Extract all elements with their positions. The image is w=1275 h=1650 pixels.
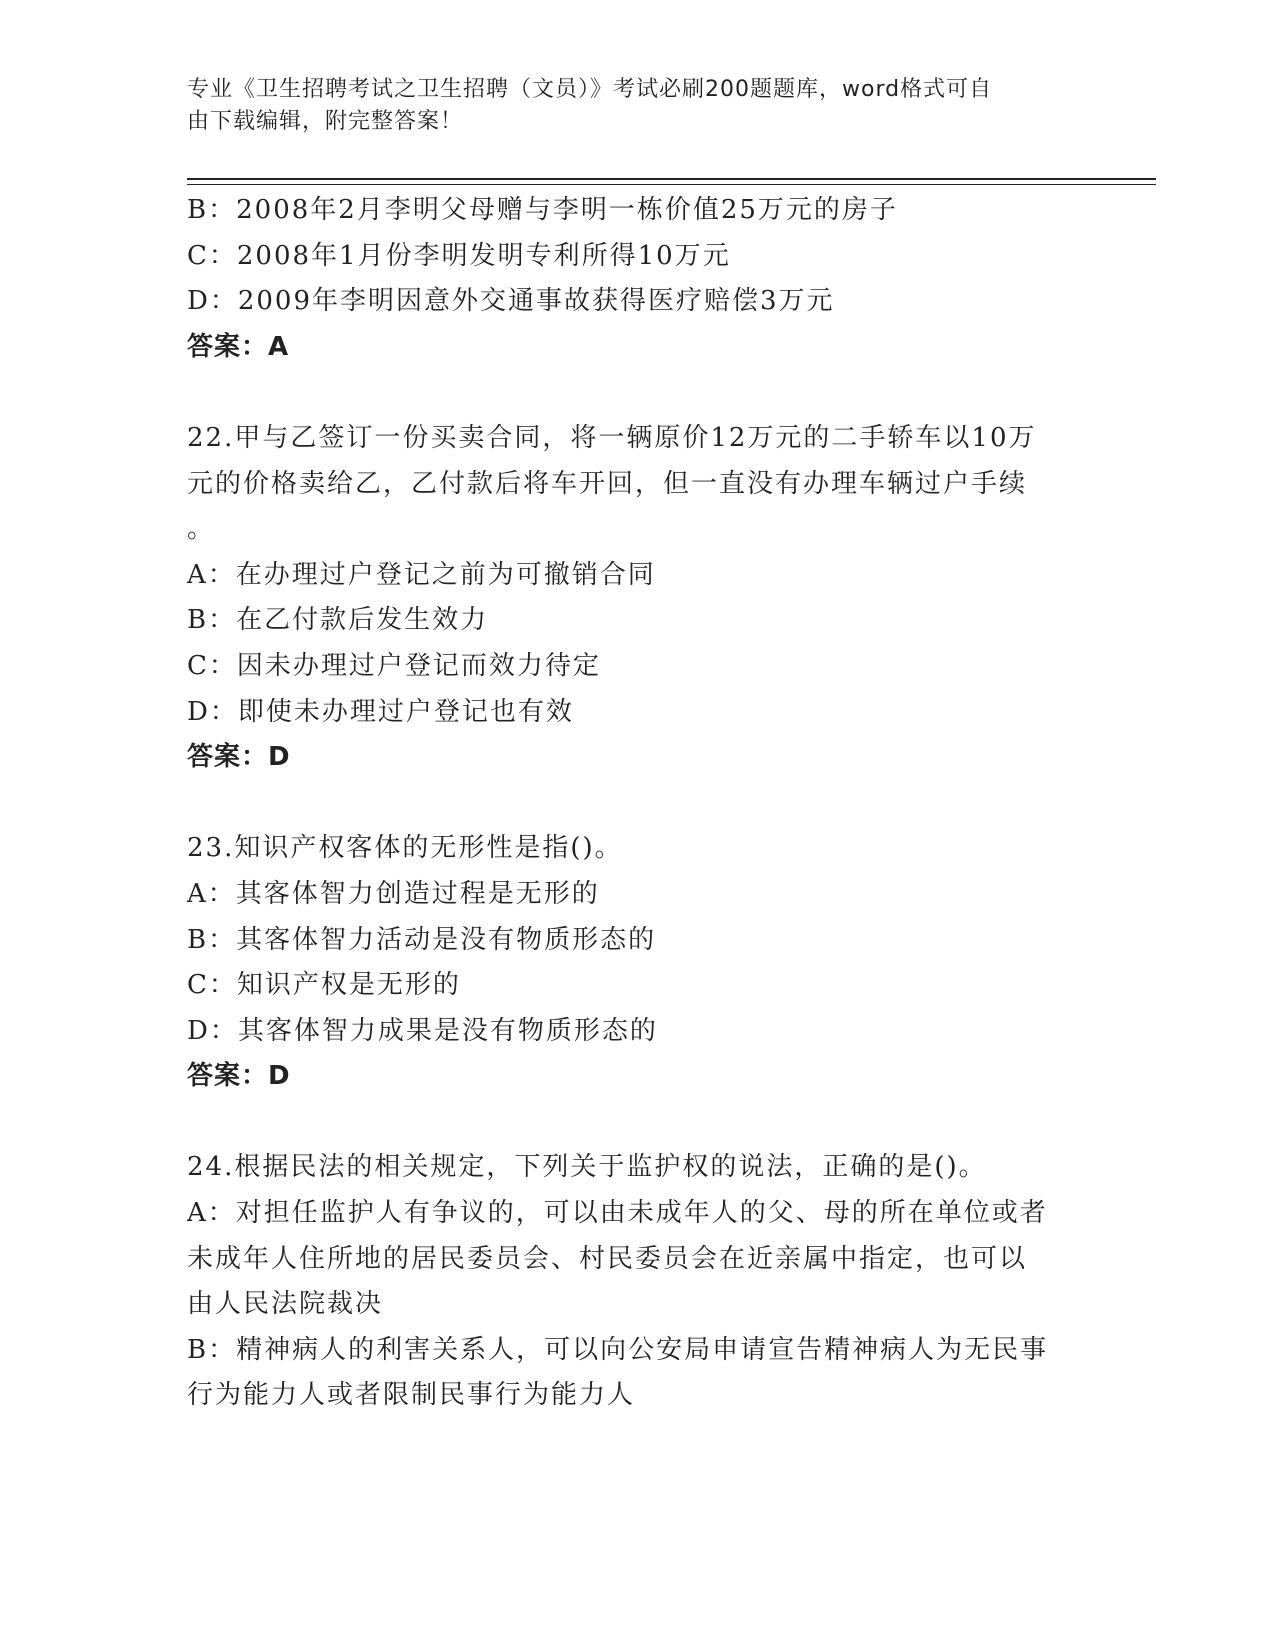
option-b: 行为能力人或者限制民事行为能力人 <box>187 1380 636 1411</box>
document-header <box>187 74 1067 138</box>
answer: 答案：D <box>187 742 291 773</box>
option-b: B：其客体智力活动是没有物质形态的 <box>187 924 657 955</box>
answer: 答案：A <box>187 331 290 362</box>
document-body <box>187 188 1087 1419</box>
option-a: A：在办理过户登记之前为可撤销合同 <box>187 559 656 590</box>
option-c: C：因未办理过户登记而效力待定 <box>187 650 601 681</box>
option-a: 未成年人住所地的居民委员会、村民委员会在近亲属中指定，也可以 <box>187 1243 1028 1274</box>
question-21-tail <box>187 188 1087 370</box>
header-line-1: 专业《卫生招聘考试之卫生招聘（文员）》考试必刷200题题库，word格式可自 <box>187 77 993 102</box>
option-b: B：精神病人的利害关系人，可以向公安局申请宣告精神病人为无民事 <box>187 1334 1049 1365</box>
question-stem: 22.甲与乙签订一份买卖合同，将一辆原价12万元的二手轿车以10万 <box>187 422 1037 453</box>
option-c: C：知识产权是无形的 <box>187 970 461 1001</box>
answer: 答案：D <box>187 1061 291 1092</box>
question-stem: 。 <box>187 514 216 545</box>
question-22 <box>187 416 1087 781</box>
option-c: C：2008年1月份李明发明专利所得10万元 <box>187 240 731 271</box>
option-b: B：在乙付款后发生效力 <box>187 605 489 636</box>
question-24 <box>187 1145 1087 1419</box>
option-d: D：即使未办理过户登记也有效 <box>187 696 574 727</box>
option-b: B：2008年2月李明父母赠与李明一栋价值25万元的房子 <box>187 195 898 225</box>
option-d: D：其客体智力成果是没有物质形态的 <box>187 1015 658 1046</box>
header-divider-thick <box>187 178 1156 180</box>
question-23 <box>187 826 1087 1100</box>
header-divider-thin <box>187 184 1156 185</box>
question-stem: 23.知识产权客体的无形性是指()。 <box>187 833 623 864</box>
question-stem: 24.根据民法的相关规定，下列关于监护权的说法，正确的是()。 <box>187 1152 987 1183</box>
option-a: A：其客体智力创造过程是无形的 <box>187 878 600 909</box>
option-a: 由人民法院裁决 <box>187 1289 384 1320</box>
option-a: A：对担任监护人有争议的，可以由未成年人的父、母的所在单位或者 <box>187 1198 1048 1229</box>
header-line-2: 由下载编辑，附完整答案！ <box>187 109 464 134</box>
question-stem: 元的价格卖给乙，乙付款后将车开回，但一直没有办理车辆过户手续 <box>187 468 1028 499</box>
option-d: D：2009年李明因意外交通事故获得医疗赔偿3万元 <box>187 286 835 317</box>
